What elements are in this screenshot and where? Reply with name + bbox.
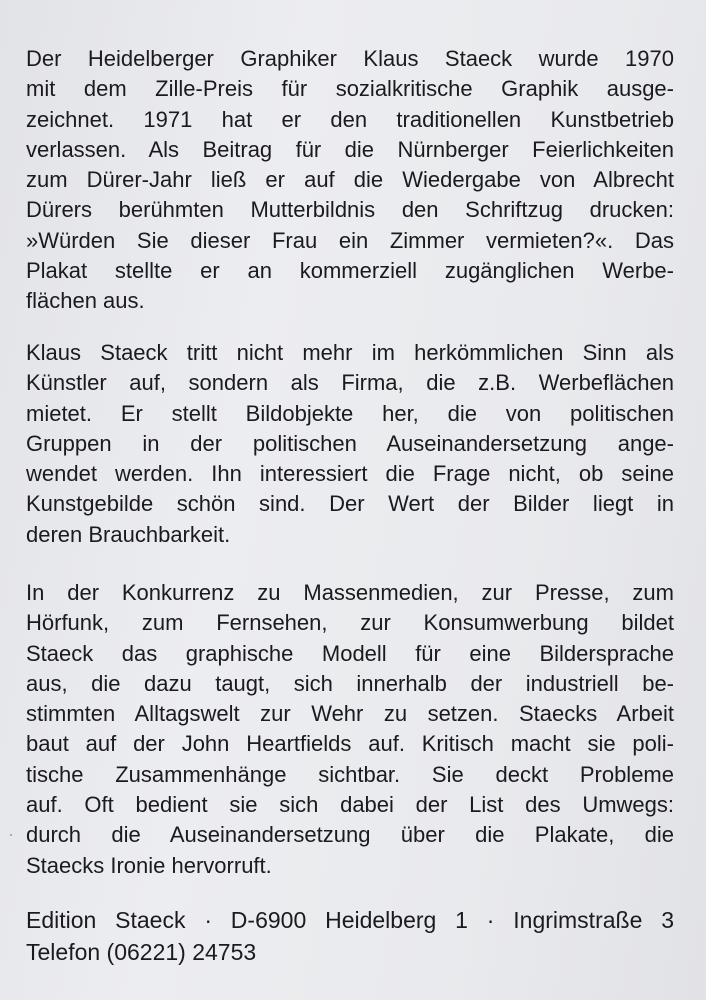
- text-line: aus, die dazu taugt, sich innerhalb der industriell be-: [26, 670, 674, 696]
- text-line: Kunstgebilde schön sind. Der Wert der Bilder liegt in: [26, 491, 674, 517]
- text-line: Staeck das graphische Modell für eine Bildersprache: [26, 640, 674, 666]
- text-line: wendet werden. Ihn interessiert die Frage nicht, ob seine: [26, 461, 674, 487]
- text-line: flächen aus.: [26, 288, 145, 314]
- phone-line: Telefon (06221) 24753: [26, 939, 257, 965]
- text-line: auf. Oft bedient sie sich dabei der List des Umwegs:: [26, 792, 674, 818]
- address-line: Edition Staeck · D-6900 Heidelberg 1 · Ingrimstraße 3: [26, 907, 674, 933]
- text-line: Dürers berühmten Mutterbildnis den Schriftzug drucken:: [26, 197, 674, 223]
- text-line: stimmten Alltagswelt zur Wehr zu setzen. Staecks Arbeit: [26, 701, 674, 727]
- text-line: durch die Auseinandersetzung über die Plakate, die: [26, 822, 674, 848]
- paragraph-3: [26, 578, 674, 881]
- text-line: Staecks Ironie hervorruft.: [26, 852, 272, 878]
- text-line: »Würden Sie dieser Frau ein Zimmer vermieten?«. Das: [26, 227, 674, 253]
- text-line: Klaus Staeck tritt nicht mehr im herkömmlichen Sinn als: [26, 340, 674, 365]
- text-line: In der Konkurrenz zu Massenmedien, zur Presse, zum: [26, 580, 674, 605]
- text-line: baut auf der John Heartfields auf. Kritisch macht sie poli-: [26, 731, 674, 757]
- text-line: verlassen. Als Beitrag für die Nürnberger Feierlichkeiten: [26, 136, 674, 162]
- text-line: zeichnet. 1971 hat er den traditionellen Kunstbetrieb: [26, 106, 674, 132]
- text-line: mit dem Zille-Preis für sozialkritische Graphik ausge-: [26, 76, 674, 102]
- text-line: mietet. Er stellt Bildobjekte her, die von politischen: [26, 400, 674, 426]
- text-line: Gruppen in der politischen Auseinandersetzung ange-: [26, 430, 674, 456]
- paragraph-1: [26, 44, 674, 317]
- text-line: Plakat stellte er an kommerziell zugänglichen Werbe-: [26, 258, 674, 284]
- text-line: Der Heidelberger Graphiker Klaus Staeck wurde 1970: [26, 46, 674, 71]
- text-line: Hörfunk, zum Fernsehen, zur Konsumwerbung bildet: [26, 610, 674, 636]
- paper-speck: [10, 834, 12, 836]
- publisher-address: [26, 904, 674, 968]
- text-line: Künstler auf, sondern als Firma, die z.B. Werbeflächen: [26, 370, 674, 396]
- text-line: deren Brauchbarkeit.: [26, 521, 231, 547]
- text-line: tische Zusammenhänge sichtbar. Sie deckt Probleme: [26, 761, 674, 787]
- text-line: zum Dürer-Jahr ließ er auf die Wiedergabe von Albrecht: [26, 167, 674, 193]
- paragraph-2: [26, 338, 674, 550]
